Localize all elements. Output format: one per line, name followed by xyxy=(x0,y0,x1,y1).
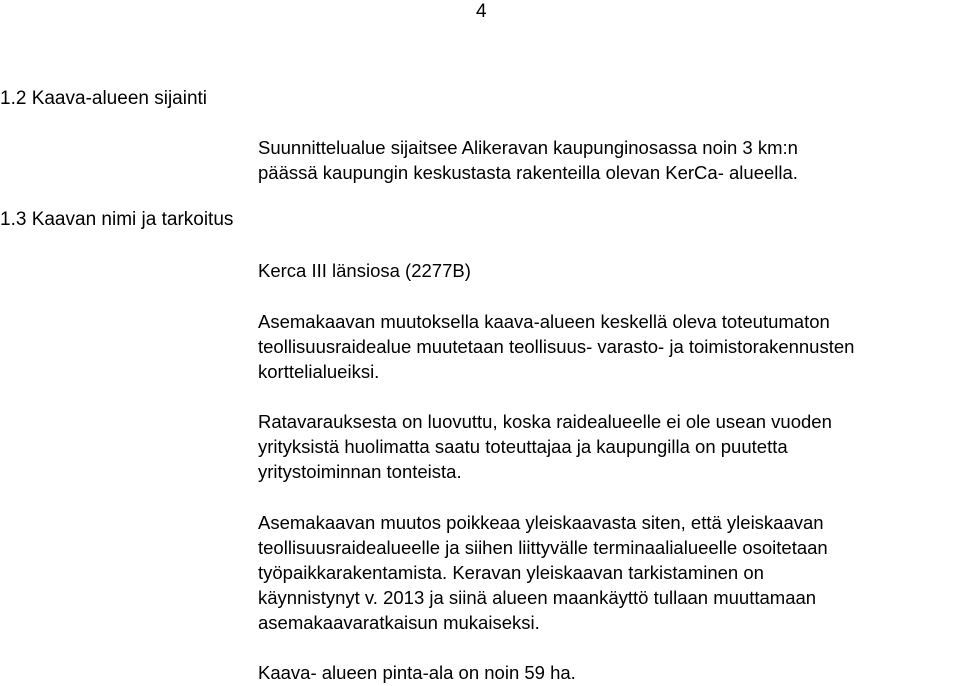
text-line: Asemakaavan muutoksella kaava-alueen keskellä oleva toteutumaton xyxy=(258,311,830,332)
text-line: työpaikkarakentamista. Keravan yleiskaavan tarkistaminen on xyxy=(258,562,764,583)
section-heading-location: 1.2 Kaava-alueen sijainti xyxy=(0,88,208,109)
purpose-paragraph-1 xyxy=(258,309,854,384)
purpose-paragraph-2 xyxy=(258,409,832,484)
section-heading-name-purpose: 1.3 Kaavan nimi ja tarkoitus xyxy=(0,209,234,230)
text-line: Kerca III länsiosa (2277B) xyxy=(258,260,471,281)
text-line: Asemakaavan muutos poikkeaa yleiskaavasta siten, että yleiskaavan xyxy=(258,512,824,533)
text-line: Suunnittelualue sijaitsee Alikeravan kaupunginosassa noin 3 km:n xyxy=(258,137,798,158)
text-line: asemakaavaratkaisun mukaiseksi. xyxy=(258,612,540,633)
text-line: käynnistynyt v. 2013 ja siinä alueen maankäyttö tullaan muuttamaan xyxy=(258,587,817,608)
text-line: korttelialueiksi. xyxy=(258,361,380,382)
text-line: teollisuusraidealue muutetaan teollisuus- varasto- ja toimistorakennusten xyxy=(258,336,855,357)
purpose-paragraph-3 xyxy=(258,510,828,635)
text-line: päässä kaupungin keskustasta rakenteilla olevan KerCa- alueella. xyxy=(258,162,798,183)
text-line: Kaava- alueen pinta-ala on noin 59 ha. xyxy=(258,662,576,683)
text-line: teollisuusraidealueelle ja siihen liittyvälle terminaalialueelle osoitetaan xyxy=(258,537,828,558)
page-number: 4 xyxy=(476,1,487,22)
text-line: Ratavarauksesta on luovuttu, koska raidealueelle ei ole usean vuoden xyxy=(258,411,832,432)
text-line: yritystoiminnan tonteista. xyxy=(258,461,462,482)
plan-name xyxy=(258,258,471,283)
location-paragraph xyxy=(258,135,798,185)
text-line: yrityksistä huolimatta saatu toteuttajaa ja kaupungilla on puutetta xyxy=(258,436,788,457)
area-paragraph xyxy=(258,660,576,685)
